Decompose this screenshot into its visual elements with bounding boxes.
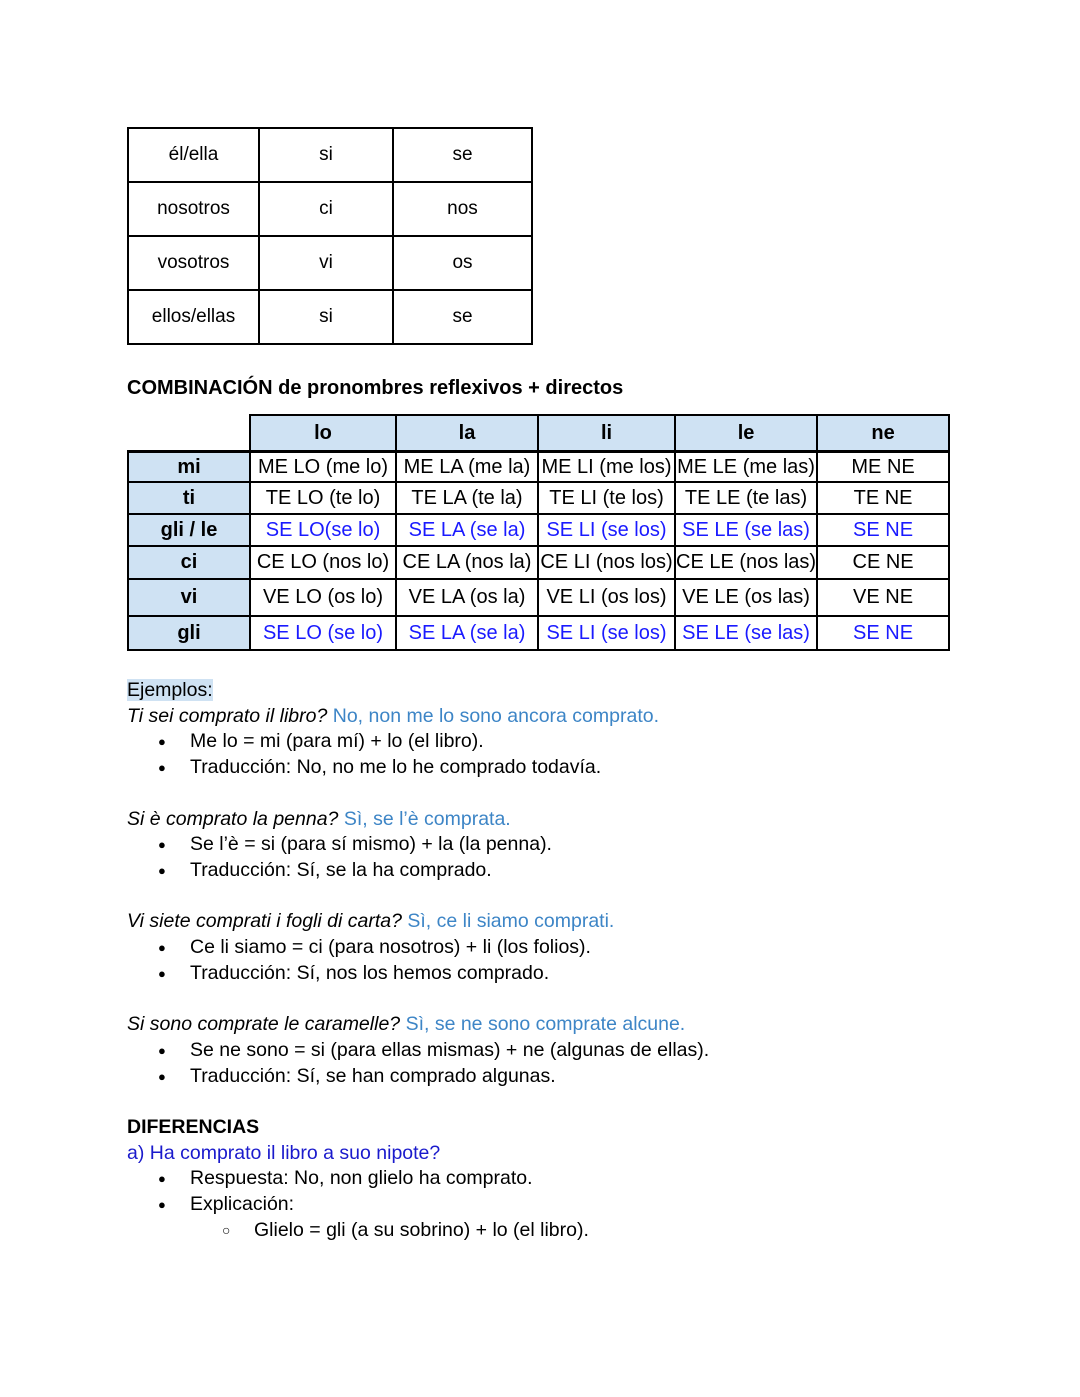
- table-cell: se: [393, 128, 532, 182]
- row-header: mi: [128, 452, 250, 483]
- table-cell: SE LI (se los): [538, 514, 675, 546]
- table-cell: CE LI (nos los): [538, 546, 675, 579]
- table-cell: VE LI (os los): [538, 579, 675, 616]
- sub-list-item: ○ Glielo = gli (a su sobrino) + lo (el libro).: [127, 1218, 1027, 1244]
- table-row: [128, 290, 532, 344]
- example-answer: No, non me lo sono ancora comprato.: [332, 704, 660, 727]
- example-answer: Sì, se ne sono comprate alcune.: [405, 1013, 686, 1036]
- example-question-line: [127, 807, 1027, 833]
- table-cell: se: [393, 290, 532, 344]
- list-item: ● Respuesta: No, non glielo ha comprato.: [127, 1166, 1027, 1192]
- table-row: [128, 128, 532, 182]
- table-cell: VE NE: [817, 579, 949, 616]
- table-cell: SE LI (se los): [538, 616, 675, 650]
- table-cell: ME LE (me las): [675, 452, 817, 483]
- table-cell: VE LO (os lo): [250, 579, 396, 616]
- differences-bullets: [127, 1166, 1027, 1243]
- list-item: ● Traducción: Sí, nos los hemos comprado.: [127, 961, 1027, 987]
- table-cell: nosotros: [128, 182, 259, 236]
- column-header: ne: [817, 415, 949, 452]
- table-cell: vosotros: [128, 236, 259, 290]
- row-header: gli / le: [128, 514, 250, 546]
- table-cell: ci: [259, 182, 393, 236]
- table-cell: os: [393, 236, 532, 290]
- table-cell: nos: [393, 182, 532, 236]
- table-row: [128, 616, 949, 650]
- table-cell: SE LA (se la): [396, 514, 538, 546]
- table-cell: ME LO (me lo): [250, 452, 396, 483]
- table-cell: SE NE: [817, 514, 949, 546]
- table-cell: TE NE: [817, 482, 949, 514]
- table-cell: VE LA (os la): [396, 579, 538, 616]
- example-question-line: [127, 704, 1027, 730]
- table-cell: vi: [259, 236, 393, 290]
- table-row: [128, 182, 532, 236]
- corner-cell: [128, 415, 250, 452]
- table-row: [128, 514, 949, 546]
- table-cell: CE LE (nos las): [675, 546, 817, 579]
- table-cell: SE LA (se la): [396, 616, 538, 650]
- list-item: ● Se l’è = si (para sí mismo) + la (la penna).: [127, 832, 1027, 858]
- column-header: le: [675, 415, 817, 452]
- example-bullets: [127, 1038, 1027, 1089]
- example-question-line: [127, 909, 1027, 935]
- examples-title: Ejemplos:: [127, 679, 213, 701]
- row-header: gli: [128, 616, 250, 650]
- differences-title: DIFERENCIAS: [127, 1115, 260, 1138]
- table-cell: ME NE: [817, 452, 949, 483]
- table-cell: ellos/ellas: [128, 290, 259, 344]
- list-item: ● Se ne sono = si (para ellas mismas) + ne (algunas de ellas).: [127, 1038, 1027, 1064]
- table-cell: TE LA (te la): [396, 482, 538, 514]
- table-cell: SE LO(se lo): [250, 514, 396, 546]
- table-cell: CE LA (nos la): [396, 546, 538, 579]
- table-row: [128, 546, 949, 579]
- row-header: vi: [128, 579, 250, 616]
- table-cell: si: [259, 128, 393, 182]
- table-cell: TE LO (te lo): [250, 482, 396, 514]
- column-header: la: [396, 415, 538, 452]
- example-answer: Sì, ce li siamo comprati.: [407, 910, 615, 933]
- table-cell: SE LE (se las): [675, 616, 817, 650]
- table-cell: CE NE: [817, 546, 949, 579]
- section-heading: COMBINACIÓN de pronombres reflexivos + directos: [127, 377, 624, 399]
- table-cell: ME LI (me los): [538, 452, 675, 483]
- table-cell: VE LE (os las): [675, 579, 817, 616]
- row-header: ti: [128, 482, 250, 514]
- table-header-row: [128, 415, 949, 452]
- example-question: Vi siete comprati i fogli di carta?: [127, 910, 402, 933]
- example-bullets: [127, 832, 1027, 883]
- examples-section: [127, 678, 1027, 1243]
- table-row: [128, 579, 949, 616]
- table-cell: SE NE: [817, 616, 949, 650]
- example-question: Ti sei comprato il libro?: [127, 704, 328, 727]
- table-cell: si: [259, 290, 393, 344]
- table-cell: CE LO (nos lo): [250, 546, 396, 579]
- differences-question: a) Ha comprato il libro a suo nipote?: [127, 1141, 441, 1164]
- table-cell: SE LE (se las): [675, 514, 817, 546]
- example-question: Si sono comprate le caramelle?: [127, 1013, 401, 1036]
- table-row: [128, 482, 949, 514]
- list-item: ● Traducción: No, no me lo he comprado todavía.: [127, 755, 1027, 781]
- column-header: lo: [250, 415, 396, 452]
- row-header: ci: [128, 546, 250, 579]
- table-row: [128, 236, 532, 290]
- table-cell: ME LA (me la): [396, 452, 538, 483]
- list-item: ● Traducción: Sí, se han comprado algunas.: [127, 1064, 1027, 1090]
- table-row: [128, 452, 949, 483]
- example-bullets: [127, 729, 1027, 780]
- example-answer: Sì, se l’è comprata.: [343, 807, 511, 830]
- example-question: Si è comprato la penna?: [127, 807, 339, 830]
- list-item: ● Traducción: Sí, se la ha comprado.: [127, 858, 1027, 884]
- table-cell: SE LO (se lo): [250, 616, 396, 650]
- reflexive-pronouns-table: [127, 127, 533, 345]
- column-header: li: [538, 415, 675, 452]
- list-item: ● Explicación:: [127, 1192, 1027, 1218]
- combination-table: [127, 414, 950, 651]
- list-item: ● Ce li siamo = ci (para nosotros) + li (los folios).: [127, 935, 1027, 961]
- list-item: ● Me lo = mi (para mí) + lo (el libro).: [127, 729, 1027, 755]
- table-cell: TE LI (te los): [538, 482, 675, 514]
- table-cell: TE LE (te las): [675, 482, 817, 514]
- table-cell: él/ella: [128, 128, 259, 182]
- example-bullets: [127, 935, 1027, 986]
- example-question-line: [127, 1012, 1027, 1038]
